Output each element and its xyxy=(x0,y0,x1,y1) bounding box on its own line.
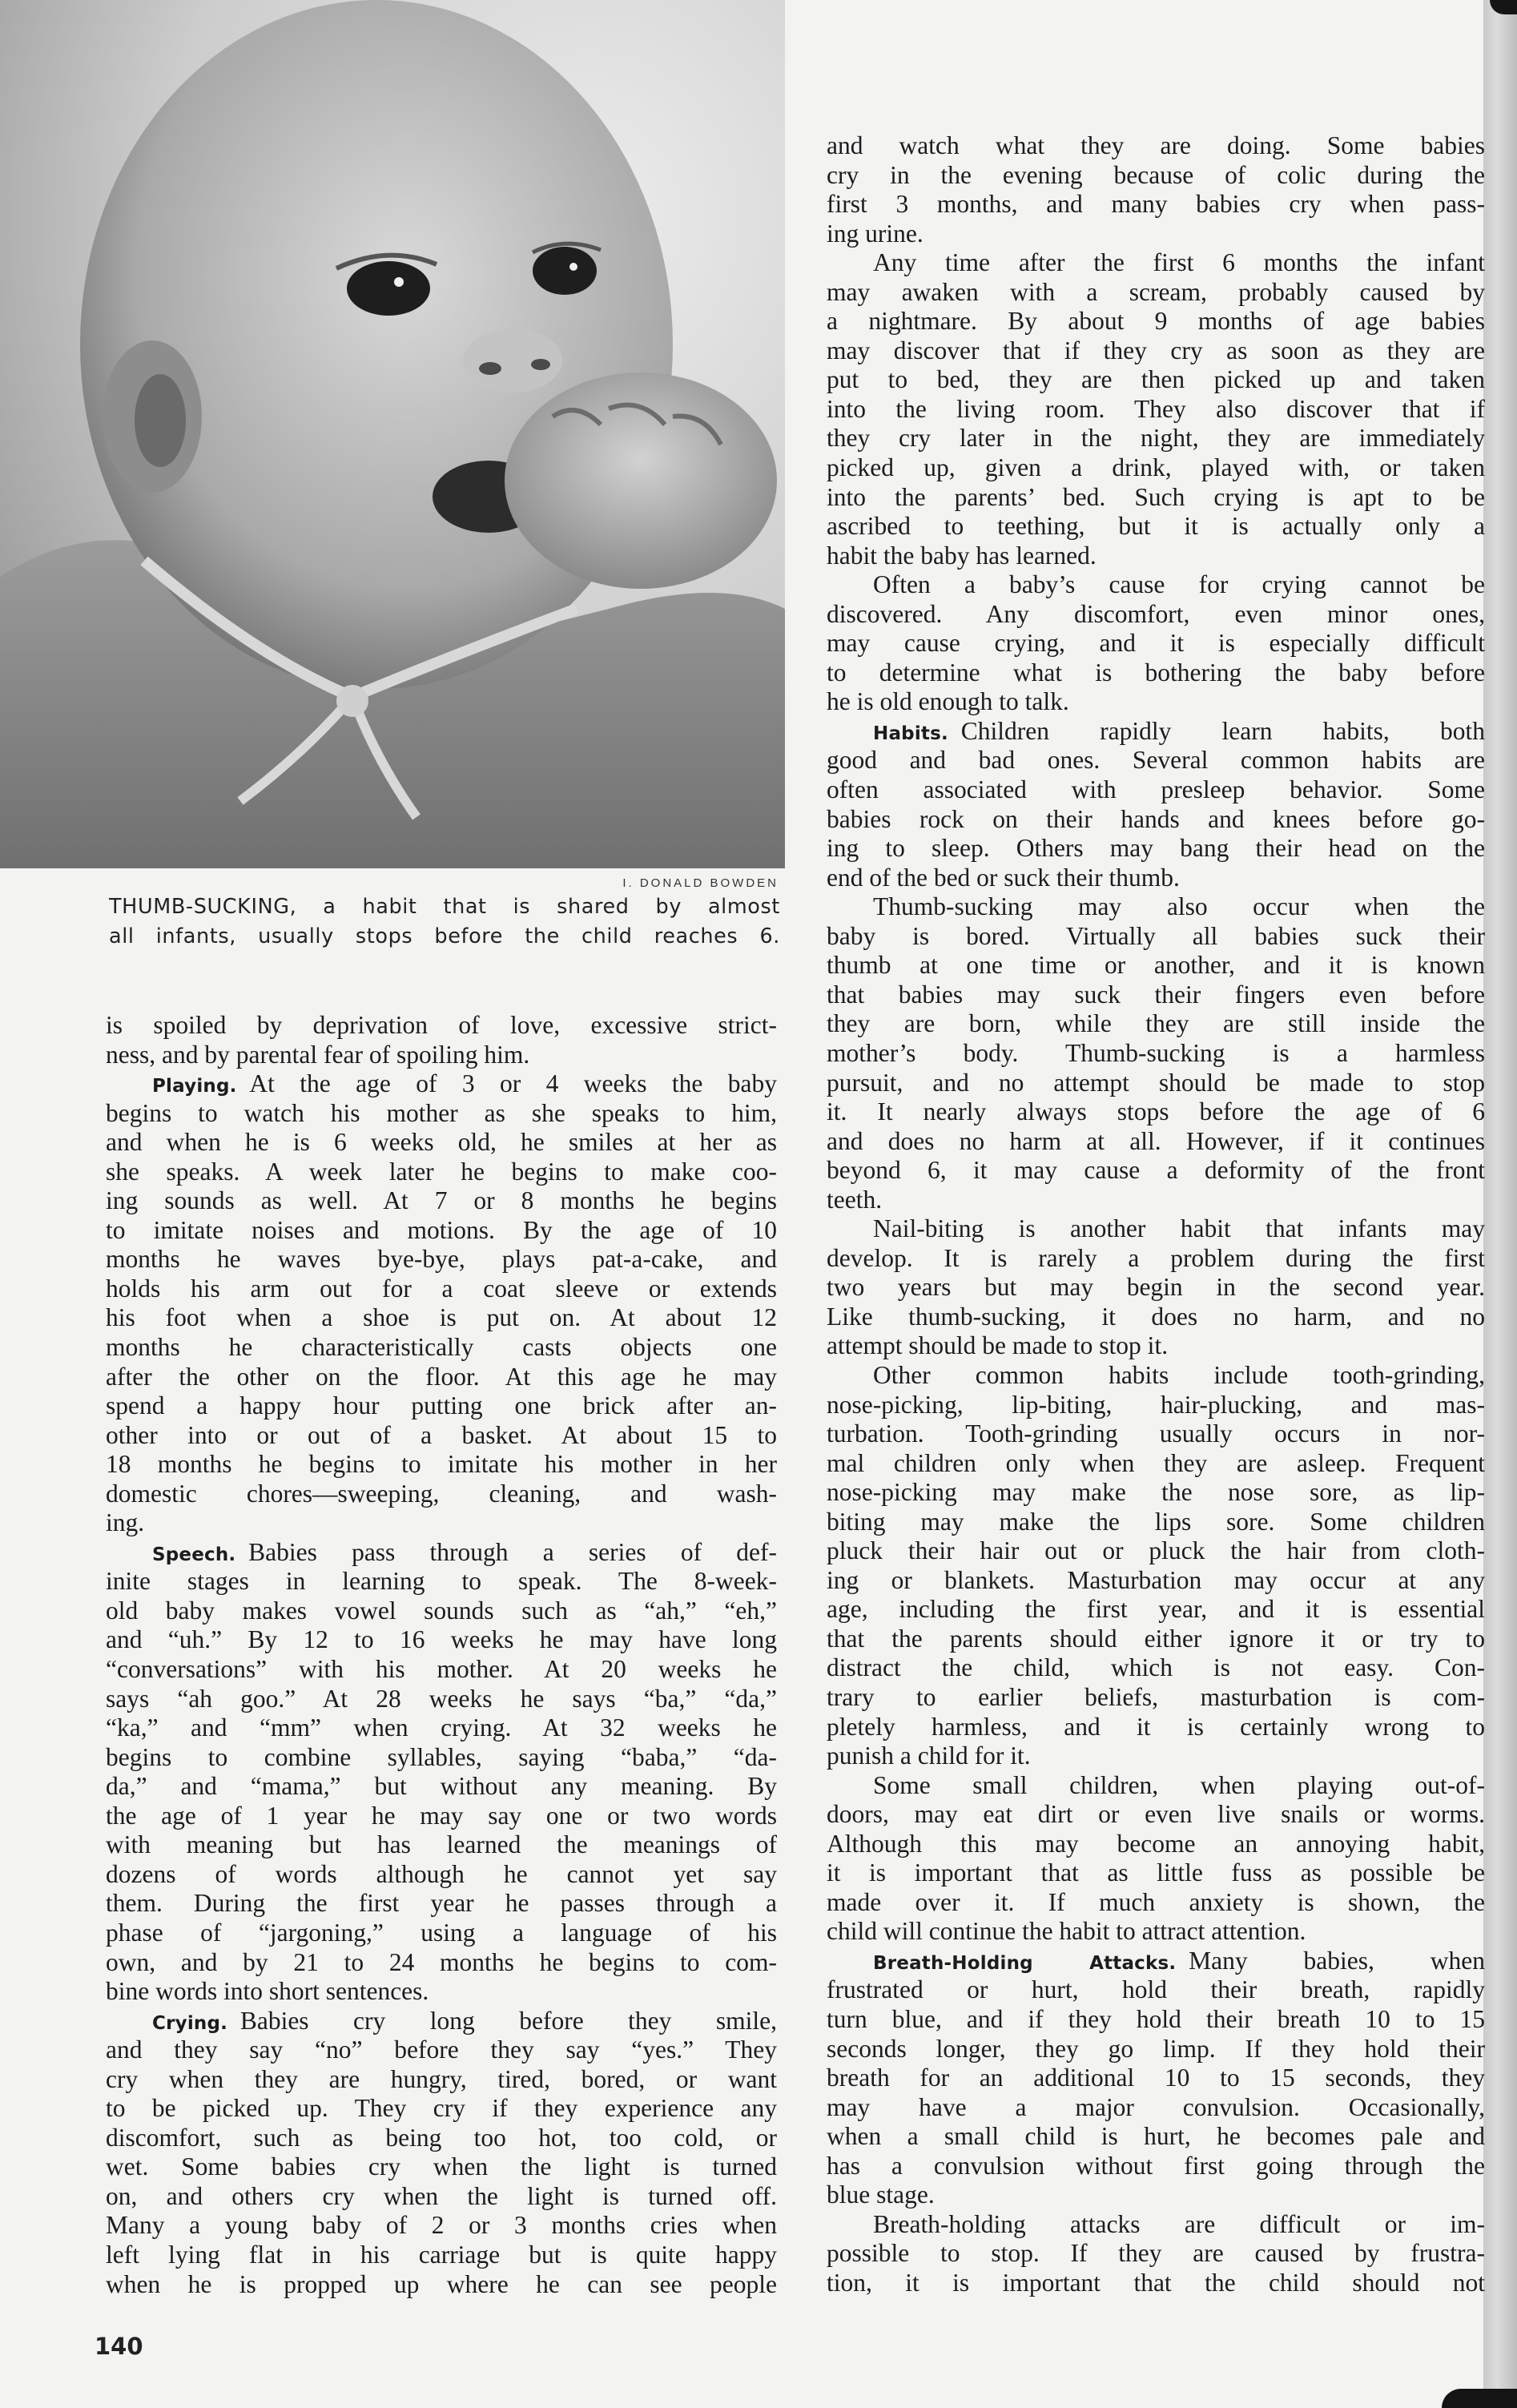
text-line: and when he is 6 weeks old, he smiles at her as xyxy=(106,1128,777,1157)
text-line: ing urine. xyxy=(827,219,923,248)
text-line: when a small child is hurt, he becomes pale and xyxy=(827,2122,1485,2151)
text-line xyxy=(827,1947,1485,1976)
text-line: they are born, while they are still inside the xyxy=(827,1009,1485,1038)
text-line: that the parents should either ignore it or try to xyxy=(827,1624,1485,1653)
text-line: beyond 6, it may cause a deformity of the front xyxy=(827,1156,1485,1185)
text-line: nose-picking, lip-biting, hair-plucking, and mas- xyxy=(827,1390,1485,1419)
text-line: ing sounds as well. At 7 or 8 months he begins xyxy=(106,1186,777,1215)
text-line: wet. Some babies cry when the light is turned xyxy=(106,2152,777,2181)
text-line: inite stages in learning to speak. The 8-week- xyxy=(106,1567,777,1596)
text-line: Although this may become an annoying habit, xyxy=(827,1829,1485,1858)
text-line: and “uh.” By 12 to 16 weeks he may have long xyxy=(106,1625,777,1654)
caption-line: THUMB-SUCKING, a habit that is shared by almost xyxy=(109,895,780,919)
text-line: to imitate noises and motions. By the age of 10 xyxy=(106,1215,777,1244)
text-line: Other common habits include tooth-grinding, xyxy=(873,1360,1485,1389)
text-line: tion, it is important that the child should not xyxy=(827,2268,1485,2297)
text-line: Breath-holding attacks are difficult or im- xyxy=(873,2209,1485,2238)
text-line: often associated with presleep behavior. Some xyxy=(827,775,1485,804)
text-line: pletely harmless, and it is certainly wrong to xyxy=(827,1712,1485,1741)
text-line: and does no harm at all. However, if it continues xyxy=(827,1126,1485,1155)
text-line: distract the child, which is not easy. Con- xyxy=(827,1653,1485,1682)
text-run: At the age of 3 or 4 weeks the baby xyxy=(249,1069,777,1098)
text-line: that babies may suck their fingers even before xyxy=(827,980,1485,1009)
text-line: picked up, given a drink, played with, or taken xyxy=(827,453,1485,482)
text-line: first 3 months, and many babies cry when pass- xyxy=(827,190,1485,219)
text-line: cry when they are hungry, tired, bored, or want xyxy=(106,2064,777,2093)
text-line: old baby makes vowel sounds such as “ah,” “eh,” xyxy=(106,1596,777,1625)
text-line: may have a major convulsion. Occasionally, xyxy=(827,2092,1485,2121)
caption-line: all infants, usually stops before the child reaches 6. xyxy=(109,924,780,948)
section-paragraph xyxy=(106,2007,777,2299)
baby-photo-illustration xyxy=(0,0,785,868)
text-run: Children rapidly learn habits, both xyxy=(960,716,1485,745)
text-line: mother’s body. Thumb-sucking is a harmless xyxy=(827,1038,1485,1067)
text-line: age, including the first year, and it is essential xyxy=(827,1595,1485,1624)
text-line: da,” and “mama,” but without any meaning. By xyxy=(106,1772,777,1801)
text-line: a nightmare. By about 9 months of age babies xyxy=(827,307,1485,336)
text-line: into the parents’ bed. Such crying is apt to be xyxy=(827,482,1485,511)
text-line: and watch what they are doing. Some babies xyxy=(827,131,1485,159)
paragraph xyxy=(827,131,1485,248)
text-line: ing to sleep. Others may bang their head on the xyxy=(827,834,1485,863)
text-line: cry in the evening because of colic during the xyxy=(827,160,1485,189)
text-line: two years but may begin in the second year. xyxy=(827,1273,1485,1302)
text-line: dozens of words although he cannot yet say xyxy=(106,1859,777,1888)
text-line xyxy=(827,717,1485,747)
text-line: has a convulsion without first going through the xyxy=(827,2151,1485,2180)
section-heading: Crying. xyxy=(152,2012,228,2034)
text-line: she speaks. A week later he begins to make coo- xyxy=(106,1157,777,1186)
text-line: own, and by 21 to 24 months he begins to com- xyxy=(106,1947,777,1976)
text-line: end of the bed or suck their thumb. xyxy=(827,863,1180,892)
text-line: it. It nearly always stops before the age of 6 xyxy=(827,1097,1485,1126)
section-paragraph xyxy=(827,717,1485,892)
text-line: Any time after the first 6 months the infant xyxy=(873,248,1485,277)
text-line: trary to earlier beliefs, masturbation is com- xyxy=(827,1682,1485,1711)
text-line: seconds longer, they go limp. If they hold their xyxy=(827,2034,1485,2063)
section-heading: Playing. xyxy=(152,1076,237,1097)
text-line: other into or out of a basket. At about 15 to xyxy=(106,1420,777,1449)
text-line: child will continue the habit to attract attention. xyxy=(827,1917,1306,1946)
text-line: Often a baby’s cause for crying cannot be xyxy=(873,570,1485,599)
text-line: Nail-biting is another habit that infants may xyxy=(873,1214,1485,1243)
text-line: attempt should be made to stop it. xyxy=(827,1331,1169,1360)
text-line: put to bed, they are then picked up and taken xyxy=(827,365,1485,394)
text-line: into the living room. They also discover that if xyxy=(827,394,1485,423)
text-line: possible to stop. If they are caused by frustra- xyxy=(827,2239,1485,2268)
left-text-column xyxy=(106,1011,777,2299)
text-line: Some small children, when playing out-of- xyxy=(873,1770,1485,1799)
section-paragraph xyxy=(106,1538,777,2007)
binding-shadow-bottom xyxy=(1442,2389,1517,2408)
text-line: to be picked up. They cry if they experience any xyxy=(106,2094,777,2123)
text-line: turn blue, and if they hold their breath 10 to 15 xyxy=(827,2005,1485,2033)
page-number: 140 xyxy=(95,2333,143,2360)
text-line: habit the baby has learned. xyxy=(827,541,1097,570)
text-line: the age of 1 year he may say one or two words xyxy=(106,1801,777,1830)
text-line: biting may make the lips sore. Some children xyxy=(827,1507,1485,1536)
text-line: pluck their hair out or pluck the hair from cloth- xyxy=(827,1536,1485,1565)
section-paragraph xyxy=(827,1947,1485,2210)
text-line xyxy=(106,2007,777,2036)
text-line: thumb at one time or another, and it is known xyxy=(827,951,1485,980)
text-line: blue stage. xyxy=(827,2180,935,2209)
paragraph xyxy=(827,892,1485,1214)
text-line: he is old enough to talk. xyxy=(827,687,1069,716)
text-line: domestic chores—sweeping, cleaning, and wash- xyxy=(106,1479,777,1508)
text-line: pursuit, and no attempt should be made to stop xyxy=(827,1068,1485,1097)
text-line: baby is bored. Virtually all babies suck their xyxy=(827,921,1485,950)
text-line: after the other on the floor. At this age he may xyxy=(106,1362,777,1391)
text-run: Babies pass through a series of def- xyxy=(248,1537,777,1566)
text-line: begins to watch his mother as she speaks to him, xyxy=(106,1098,777,1127)
section-heading: Habits. xyxy=(873,723,948,744)
text-line: his foot when a shoe is put on. At about 12 xyxy=(106,1303,777,1332)
text-line: and they say “no” before they say “yes.” They xyxy=(106,2036,777,2064)
text-line: left lying flat in his carriage but is quite happy xyxy=(106,2240,777,2269)
text-line: begins to combine syllables, saying “baba,” “da- xyxy=(106,1742,777,1771)
text-line: develop. It is rarely a problem during the first xyxy=(827,1243,1485,1272)
right-text-column xyxy=(827,131,1485,2297)
text-line: phase of “jargoning,” using a language of his xyxy=(106,1918,777,1947)
text-line: ing. xyxy=(106,1508,145,1537)
text-line: it is important that as little fuss as possible be xyxy=(827,1858,1485,1887)
text-line xyxy=(106,1538,777,1568)
text-line: months he waves bye-bye, plays pat-a-cake, and xyxy=(106,1245,777,1274)
text-line: on, and others cry when the light is turned off. xyxy=(106,2181,777,2210)
text-line: may discover that if they cry as soon as they are xyxy=(827,336,1485,364)
text-line: “ka,” and “mm” when crying. At 32 weeks he xyxy=(106,1713,777,1742)
text-line: teeth. xyxy=(827,1185,883,1214)
section-heading: Speech. xyxy=(152,1544,236,1565)
paragraph xyxy=(827,570,1485,717)
text-line: spend a happy hour putting one brick after an- xyxy=(106,1391,777,1420)
text-line: frustrated or hurt, hold their breath, rapidly xyxy=(827,1975,1485,2004)
text-line: when he is propped up where he can see people xyxy=(106,2269,777,2298)
paragraph xyxy=(827,248,1485,570)
text-line: months he characteristically casts objects one xyxy=(106,1333,777,1362)
text-line: ascribed to teething, but it is actually only a xyxy=(827,512,1485,541)
page-edge xyxy=(1483,0,1517,2408)
text-line: discovered. Any discomfort, even minor ones, xyxy=(827,599,1485,628)
text-line: with meaning but has learned the meanings of xyxy=(106,1830,777,1859)
text-line: made over it. If much anxiety is shown, the xyxy=(827,1887,1485,1916)
text-line: breath for an additional 10 to 15 seconds, they xyxy=(827,2064,1485,2092)
text-line: turbation. Tooth-grinding usually occurs in nor- xyxy=(827,1419,1485,1448)
photo-credit: I. DONALD BOWDEN xyxy=(622,876,779,890)
text-line: says “ah goo.” At 28 weeks he says “ba,” “da,” xyxy=(106,1684,777,1713)
paragraph xyxy=(827,2210,1485,2298)
text-line: punish a child for it. xyxy=(827,1742,1031,1770)
text-line: ing or blankets. Masturbation may occur at any xyxy=(827,1565,1485,1594)
text-line: Like thumb-sucking, it does no harm, and no xyxy=(827,1302,1485,1331)
photo-caption xyxy=(109,892,780,951)
text-line: to determine what is bothering the baby before xyxy=(827,658,1485,687)
text-line: they cry later in the night, they are immediately xyxy=(827,424,1485,453)
text-run: Many babies, when xyxy=(1189,1946,1485,1975)
text-line xyxy=(106,1069,777,1099)
text-line: babies rock on their hands and knees before go- xyxy=(827,804,1485,833)
text-line: doors, may eat dirt or even live snails or worms. xyxy=(827,1800,1485,1829)
text-line: “conversations” with his mother. At 20 weeks he xyxy=(106,1655,777,1684)
paragraph xyxy=(827,1214,1485,1361)
section-heading: Breath-Holding Attacks. xyxy=(873,1952,1177,1974)
paragraph xyxy=(827,1361,1485,1771)
text-line: Many a young baby of 2 or 3 months cries when xyxy=(106,2211,777,2240)
text-line: may cause crying, and it is especially difficult xyxy=(827,629,1485,658)
text-line: discomfort, such as being too hot, too cold, or xyxy=(106,2123,777,2152)
text-line: them. During the first year he passes through a xyxy=(106,1889,777,1918)
paragraph xyxy=(827,1771,1485,1947)
text-line: good and bad ones. Several common habits are xyxy=(827,746,1485,775)
photograph-baby-thumb-sucking xyxy=(0,0,785,868)
text-line: nose-picking may make the nose sore, as lip- xyxy=(827,1478,1485,1507)
text-line: 18 months he begins to imitate his mother in her xyxy=(106,1450,777,1479)
text-line: is spoiled by deprivation of love, excessive strict- xyxy=(106,1011,777,1039)
text-line: ness, and by parental fear of spoiling him. xyxy=(106,1040,530,1069)
text-line: bine words into short sentences. xyxy=(106,1977,429,2006)
text-line: mal children only when they are asleep. Frequent xyxy=(827,1448,1485,1477)
text-line: may awaken with a scream, probably caused by xyxy=(827,277,1485,306)
text-line: holds his arm out for a coat sleeve or extends xyxy=(106,1274,777,1303)
text-run: Babies cry long before they smile, xyxy=(239,2006,777,2035)
paragraph xyxy=(106,1011,777,1069)
section-paragraph xyxy=(106,1069,777,1538)
text-line: Thumb-sucking may also occur when the xyxy=(873,892,1485,921)
